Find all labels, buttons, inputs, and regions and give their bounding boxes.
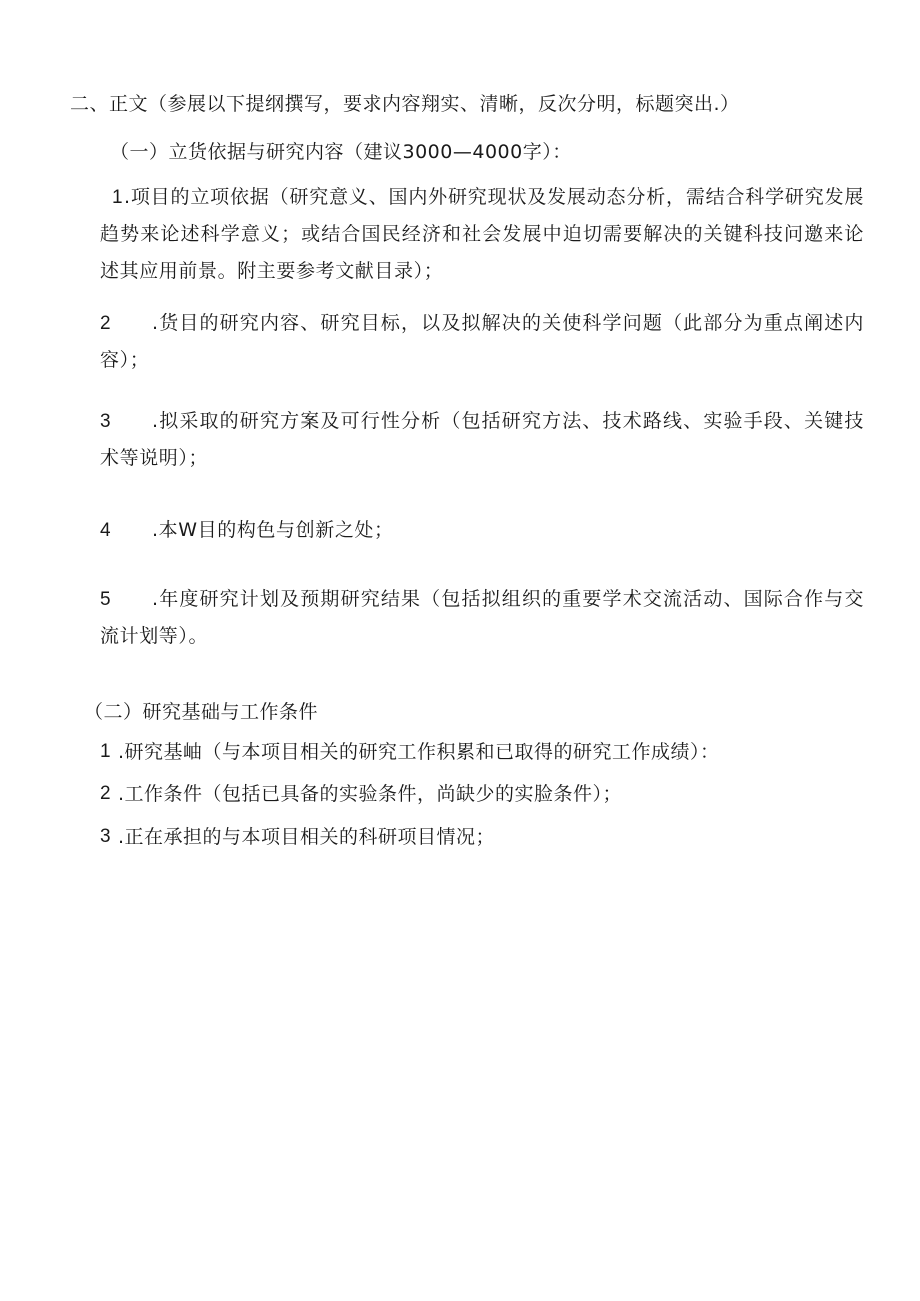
item-text: .本W目的构色与创新之处； <box>152 519 394 541</box>
item-text: .正在承担的与本项目相关的科研项目情况； <box>118 826 496 848</box>
item-number: 2 <box>100 783 111 804</box>
part2-heading: （二）研究基础与工作条件 <box>84 701 319 723</box>
item-number: 5 <box>100 589 111 610</box>
item-number: 3 <box>100 826 111 847</box>
item-text: .年度研究计划及预期研究结果（包括拟组织的重要学术交流活动、国际合作与交流计划等）。 <box>100 588 864 647</box>
item-text: .拟采取的研究方案及可行性分析（包括研究方法、技术路线、实验手段、关键技术等说明）； <box>100 410 864 469</box>
item-number: 1 <box>100 741 111 762</box>
item-number: 3 <box>100 411 111 432</box>
item-number: 4 <box>100 520 111 541</box>
item-text: .项目的立项依据（研究意义、国内外研究现状及发展动态分析，需结合科学研究发展趋势来论述科学意义；或结合国民经济和社会发展中迫切需要解决的关键科技问邀来论述其应用前景。附主要参考文献目录）； <box>100 186 864 282</box>
item-text: .货目的研究内容、研究目标，以及拟解决的关使科学问题（此部分为重点阐述内容）； <box>100 312 864 371</box>
item-number: 1 <box>112 187 123 208</box>
part1-heading: （一）立货依据与研究内容（建议3000—4000字）： <box>110 141 572 163</box>
item-text: .研究基岫（与本项目相关的研究工作积累和已取得的研究工作成绩）： <box>118 741 720 763</box>
item-text: .工作条件（包括已具备的实验条件，尚缺少的实脸条件）； <box>118 783 623 805</box>
item-number: 2 <box>100 313 111 334</box>
section-heading: 二、正文（参展以下提纲撰写，要求内容翔实、清晰，反次分明，标题突出.） <box>70 93 740 115</box>
